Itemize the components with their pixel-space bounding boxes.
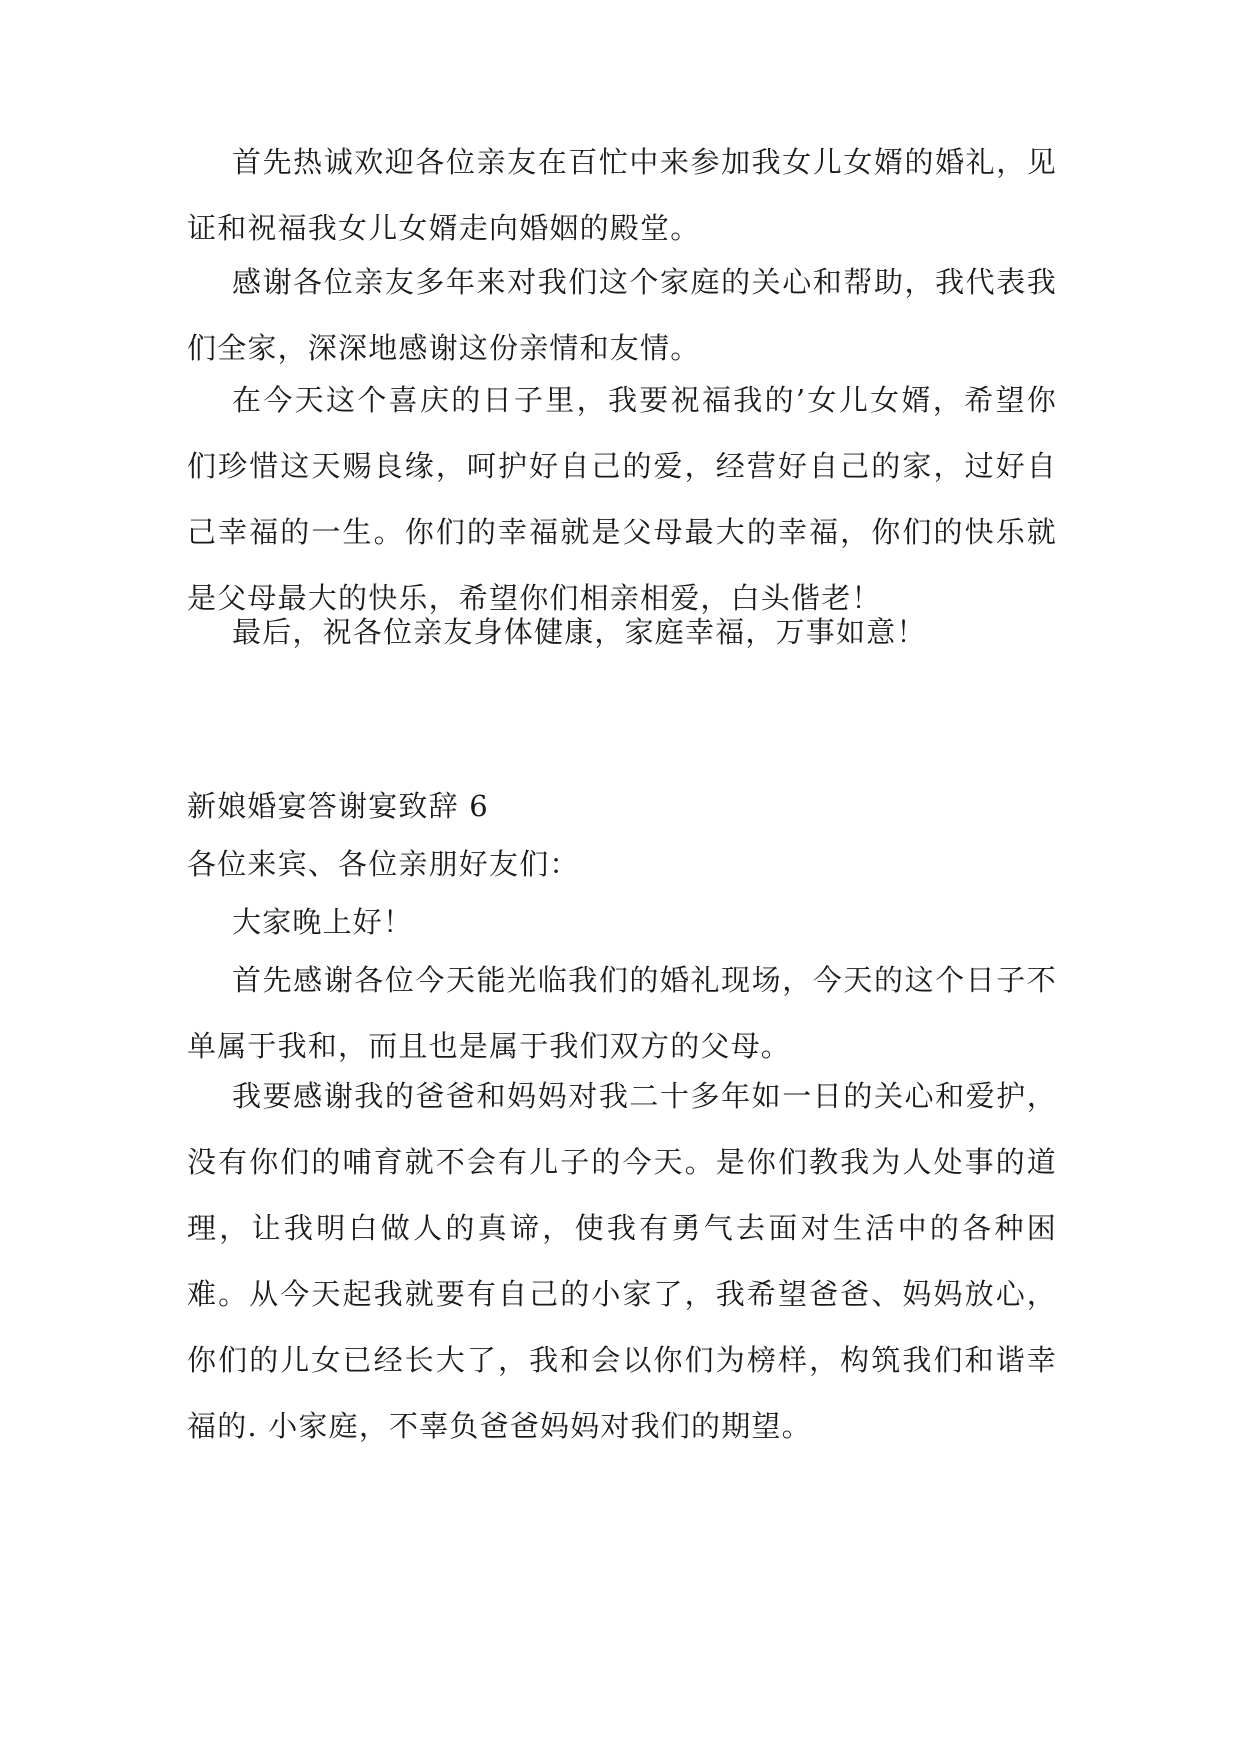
paragraph-welcome: 首先热诚欢迎各位亲友在百忙中来参加我女儿女婿的婚礼，见证和祝福我女儿女婿走向婚姻的殿堂。 <box>187 145 1057 245</box>
paragraph-thanks-guests: 首先感谢各位今天能光临我们的婚礼现场，今天的这个日子不单属于我和，而且也是属于我们双方的父母。 <box>187 963 1057 1063</box>
paragraph-thanks-family: 感谢各位亲友多年来对我们这个家庭的关心和帮助，我代表我们全家，深深地感谢这份亲情和友情。 <box>187 265 1057 365</box>
paragraph-blessing: 在今天这个喜庆的日子里，我要祝福我的’女儿女婿，希望你们珍惜这天赐良缘，呵护好自己的爱，经营好自己的家，过好自己幸福的一生。你们的幸福就是父母最大的幸福，你们的快乐就是父母最大的快乐，希望你们相亲相爱，白头偕老！ <box>187 383 1057 615</box>
paragraph-closing-wishes: 最后，祝各位亲友身体健康，家庭幸福，万事如意！ <box>232 615 927 649</box>
paragraph-thanks-parents: 我要感谢我的爸爸和妈妈对我二十多年如一日的关心和爱护，没有你们的哺育就不会有儿子的今天。是你们教我为人处事的道理，让我明白做人的真谛，使我有勇气去面对生活中的各种困难。从今天起我就要有自己的小家了，我希望爸爸、妈妈放心，你们的儿女已经长大了，我和会以你们为榜样，构筑我们和谐幸福的. 小家庭，不辜负爸爸妈妈对我们的期望。 <box>187 1079 1057 1443</box>
salutation: 各位来宾、各位亲朋好友们： <box>187 847 580 881</box>
section-title: 新娘婚宴答谢宴致辞 6 <box>187 789 489 823</box>
paragraph-greeting: 大家晚上好！ <box>232 905 414 939</box>
